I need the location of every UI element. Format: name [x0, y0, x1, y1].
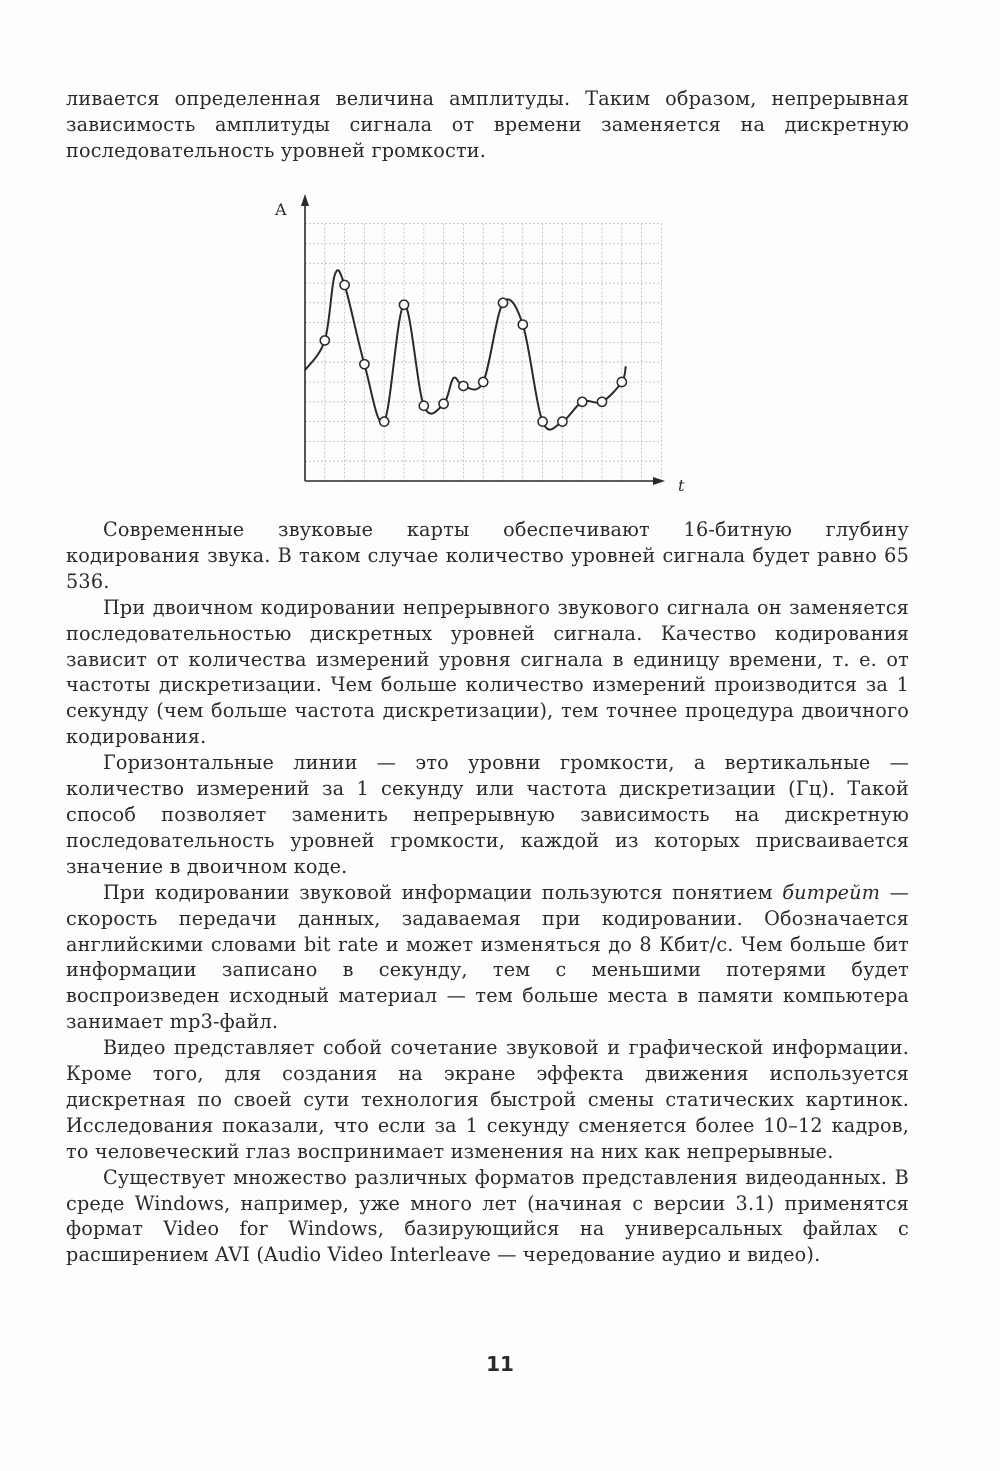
sample-point — [538, 417, 547, 426]
chart-axes — [274, 194, 685, 495]
sample-point — [399, 300, 408, 309]
signal-sampling-chart — [265, 190, 695, 500]
signal-curve — [305, 270, 626, 429]
sample-point — [419, 401, 428, 410]
paragraph-sound-cards: Современные звуковые карты обеспечивают 16-битную глубину кодирования звука. В таком случае количество уровней сигнала будет равно 65 536. — [66, 518, 909, 593]
intro-paragraph: ливается определенная величина амплитуды. Таким образом, непрерывная зависимость амплитуды сигнала от времени заменяется на дискретную последовательность уровней громкости. — [66, 87, 909, 162]
sample-point — [320, 336, 329, 345]
paragraph-binary-coding: При двоичном кодировании непрерывного звукового сигнала он заменяется последовательностью дискретных уровней сигнала. Качество кодирования зависит от количества измерений уровня сигнала в единицу времени, т. е. от частоты дискретизации. Чем больше количество измерений производится за 1 секунду (чем больше частота дискретизации), тем точнее процедура двоичного кодирования. — [66, 595, 909, 749]
sample-point — [479, 377, 488, 386]
x-axis-arrow-icon — [653, 477, 665, 485]
sample-point — [439, 399, 448, 408]
bitrate-text-end: — скорость передачи данных, задаваемая при кодировании. Обозначается английскими словами bit rate и может изменяться до 8 Кбит/с. Чем больше бит информации записано в секунду, тем с меньшими потерями будет воспроизведен исходный материал — тем больше места в памяти компьютера занимает mp3-файл. — [66, 880, 909, 1034]
sample-points — [320, 280, 626, 426]
sample-point — [380, 417, 389, 426]
intro-text — [66, 86, 909, 164]
sample-point — [498, 298, 507, 307]
y-axis-arrow-icon — [301, 194, 309, 206]
sample-point — [578, 397, 587, 406]
sample-point — [597, 397, 606, 406]
paragraph-video: Видео представляет собой сочетание звуковой и графической информации. Кроме того, для создания на экране эффекта движения используется дискретная по своей сути технология быстрой смены статических картинок. Исследования показали, что если за 1 секунду сменяется более 10–12 кадров, то человеческий глаз воспринимает изменения на них как непрерывные. — [66, 1036, 909, 1163]
sample-point — [617, 377, 626, 386]
paragraph-bitrate — [66, 880, 909, 1035]
sample-point — [558, 417, 567, 426]
chart-grid — [305, 224, 661, 481]
sample-point — [340, 280, 349, 289]
bitrate-text-start: При кодировании звуковой информации пользуются понятием — [103, 880, 783, 904]
bitrate-term: битрейт — [782, 880, 881, 904]
paragraph-grid-lines: Горизонтальные линии — это уровни громкости, а вертикальные — количество измерений за 1 секунду или частота дискретизации (Гц). Такой способ позволяет заменить непрерывную зависимость на дискретную последовательность уровней громкости, каждой из которых присваивается значение в двоичном коде. — [66, 751, 909, 878]
sample-point — [360, 360, 369, 369]
page-number: 11 — [486, 1352, 514, 1376]
paragraph-formats: Существует множество различных форматов представления видеоданных. В среде Windows, например, уже много лет (начиная с версии 3.1) применятся формат Video for Windows, базирующийся на универсальных файлах с расширением AVI (Audio Video Interleave — чередование аудио и видео). — [66, 1165, 909, 1267]
sample-point — [459, 381, 468, 390]
x-axis-label: t — [678, 476, 685, 495]
body-text — [66, 517, 909, 1268]
y-axis-label: A — [275, 200, 287, 219]
sample-point — [518, 320, 527, 329]
